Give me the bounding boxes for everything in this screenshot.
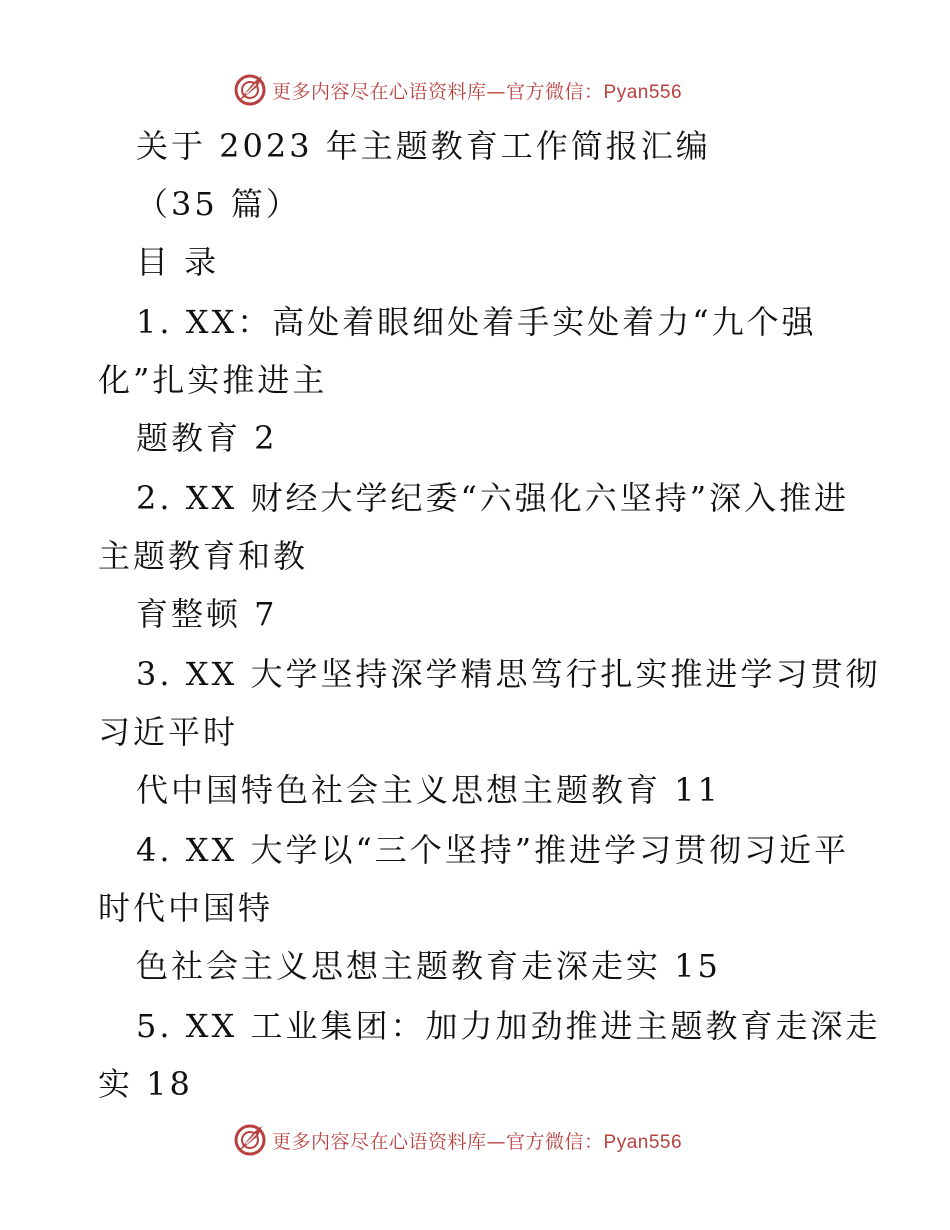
toc-line: 育整顿 7: [136, 595, 278, 633]
toc-line: 时代中国特: [98, 889, 274, 927]
banner-text: [272, 77, 682, 104]
banner-main-text: 更多内容尽在心语资料库: [272, 1130, 487, 1153]
banner-dash: —: [486, 1130, 507, 1153]
toc-line: 1. XX：高处着眼细处着手实处着力“九个强: [136, 303, 817, 341]
toc-line: 实 18: [98, 1065, 193, 1103]
banner-main-text: 更多内容尽在心语资料库: [272, 80, 487, 103]
header-banner: [232, 70, 682, 110]
toc-line: 习近平时: [98, 713, 239, 751]
footer-banner: [232, 1120, 682, 1160]
document-title: 关于 2023 年主题教育工作简报汇编: [136, 127, 711, 165]
banner-handle: Pyan556: [603, 1131, 683, 1153]
toc-line: 题教育 2: [136, 419, 278, 457]
document-count: （35 篇）: [136, 185, 301, 223]
toc-line: 5. XX 工业集团：加力加劲推进主题教育走深走: [136, 1007, 881, 1045]
toc-line: 3. XX 大学坚持深学精思笃行扎实推进学习贯彻: [136, 655, 881, 693]
toc-heading: 目 录: [136, 243, 220, 281]
toc-line: 化”扎实推进主: [98, 361, 328, 399]
toc-line: 色社会主义思想主题教育走深走实 15: [136, 947, 721, 985]
banner-official-label: 官方微信：: [506, 1130, 604, 1153]
quill-pen-logo-icon: [232, 1122, 268, 1158]
quill-pen-logo-icon: [232, 72, 268, 108]
banner-dash: —: [486, 80, 507, 103]
toc-line: 2. XX 财经大学纪委“六强化六坚持”深入推进: [136, 479, 850, 517]
toc-line: 4. XX 大学以“三个坚持”推进学习贯彻习近平: [136, 831, 850, 869]
toc-line: 主题教育和教: [98, 537, 309, 575]
banner-handle: Pyan556: [603, 81, 683, 103]
banner-official-label: 官方微信：: [506, 80, 604, 103]
toc-line: 代中国特色社会主义思想主题教育 11: [136, 771, 721, 809]
banner-text: [272, 1127, 682, 1154]
